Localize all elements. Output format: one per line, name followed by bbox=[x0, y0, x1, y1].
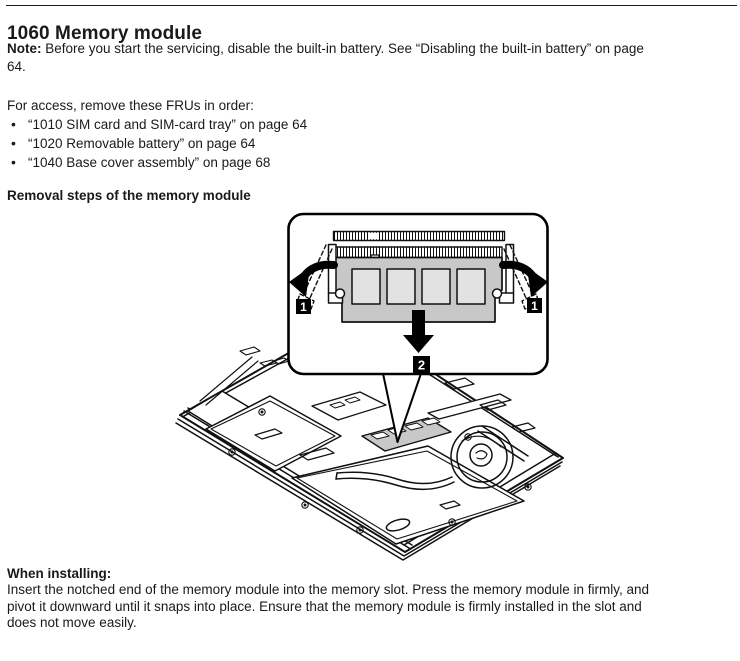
note-label: Note: bbox=[7, 41, 42, 56]
list-item: • “1040 Base cover assembly” on page 68 bbox=[7, 153, 307, 172]
note-text-line2: 64. bbox=[7, 59, 26, 74]
note-text-line1: Before you start the servicing, disable the built-in battery. See “Disabling the built-in battery” on page bbox=[45, 41, 644, 56]
install-line: pivot it downward until it snaps into place. Ensure that the memory module is firmly installed in the slot and bbox=[7, 598, 642, 614]
install-section bbox=[7, 566, 737, 631]
removal-figure-svg bbox=[0, 205, 740, 565]
removal-figure bbox=[0, 205, 740, 565]
fru-list bbox=[7, 115, 307, 173]
install-line: does not move easily. bbox=[7, 614, 137, 630]
module-pin-edge bbox=[335, 247, 502, 258]
install-heading: When installing: bbox=[7, 566, 112, 581]
list-item: • “1020 Removable battery” on page 64 bbox=[7, 134, 307, 153]
list-item: • “1010 SIM card and SIM-card tray” on page 64 bbox=[7, 115, 307, 134]
access-intro: For access, remove these FRUs in order: bbox=[7, 98, 254, 113]
install-line: Insert the notched end of the memory module into the memory slot. Press the memory module in firmly, and bbox=[7, 582, 650, 598]
page-title: 1060 Memory module bbox=[7, 22, 203, 44]
note-paragraph bbox=[7, 40, 733, 76]
step-1-label-left: 1 bbox=[300, 299, 307, 314]
step-1-label-right: 1 bbox=[531, 298, 538, 313]
step-2-label: 2 bbox=[417, 357, 426, 373]
memory-module-on-board bbox=[362, 418, 451, 451]
top-rule bbox=[6, 5, 737, 6]
removal-steps-heading: Removal steps of the memory module bbox=[7, 188, 251, 203]
socket-rail bbox=[334, 232, 505, 241]
